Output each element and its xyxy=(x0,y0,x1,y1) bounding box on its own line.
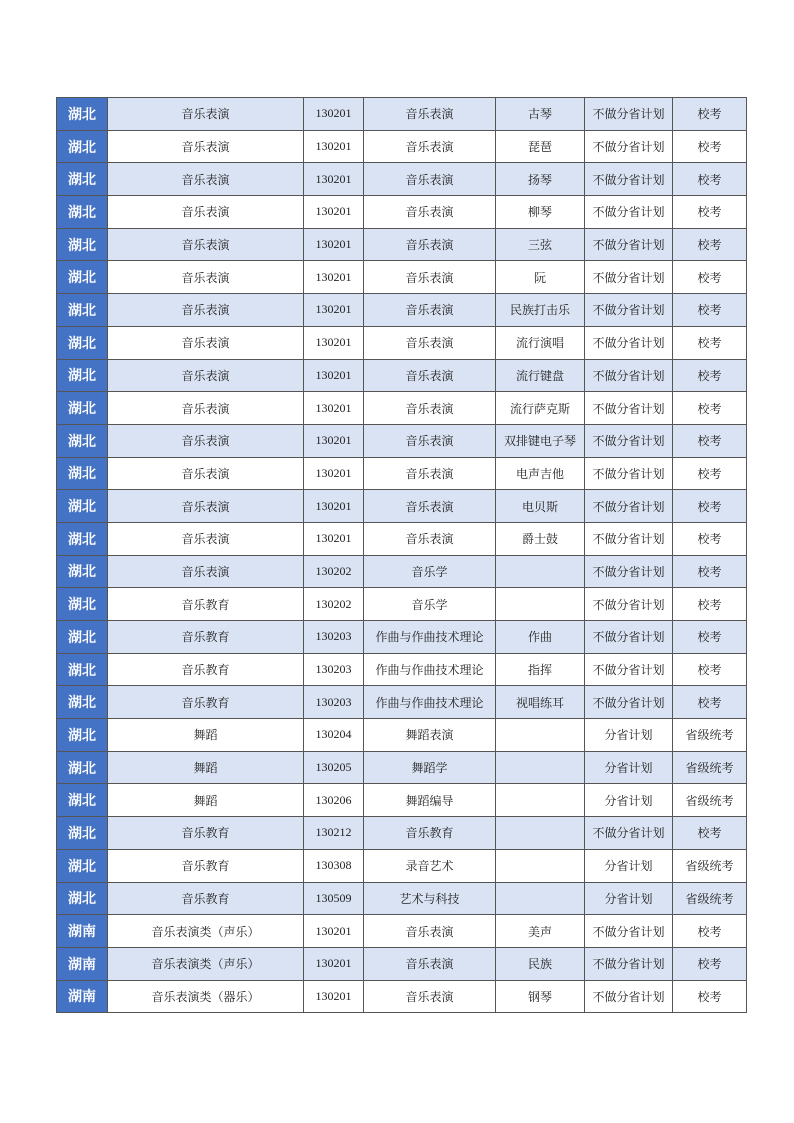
table-row xyxy=(57,980,747,1013)
major-name-cell: 艺术与科技 xyxy=(364,882,496,915)
table-row xyxy=(57,261,747,294)
major-code-cell: 130204 xyxy=(304,719,364,752)
exam-type-cell: 校考 xyxy=(673,915,747,948)
direction-cell xyxy=(496,555,585,588)
major-code-cell: 130308 xyxy=(304,849,364,882)
province-cell: 湖北 xyxy=(57,196,108,229)
direction-cell: 视唱练耳 xyxy=(496,686,585,719)
table-row xyxy=(57,457,747,490)
plan-type-cell: 分省计划 xyxy=(585,719,673,752)
major-code-cell: 130201 xyxy=(304,522,364,555)
direction-cell xyxy=(496,784,585,817)
table-row xyxy=(57,294,747,327)
major-code-cell: 130206 xyxy=(304,784,364,817)
category-cell: 音乐教育 xyxy=(108,817,304,850)
province-cell: 湖北 xyxy=(57,751,108,784)
table-row xyxy=(57,555,747,588)
major-code-cell: 130201 xyxy=(304,424,364,457)
major-code-cell: 130201 xyxy=(304,163,364,196)
category-cell: 音乐表演 xyxy=(108,163,304,196)
major-name-cell: 作曲与作曲技术理论 xyxy=(364,653,496,686)
major-name-cell: 音乐表演 xyxy=(364,326,496,359)
table-row xyxy=(57,522,747,555)
plan-type-cell: 不做分省计划 xyxy=(585,424,673,457)
province-cell: 湖北 xyxy=(57,555,108,588)
admissions-table xyxy=(56,97,747,1013)
category-cell: 音乐教育 xyxy=(108,588,304,621)
major-name-cell: 录音艺术 xyxy=(364,849,496,882)
direction-cell: 民族 xyxy=(496,947,585,980)
plan-type-cell: 不做分省计划 xyxy=(585,196,673,229)
direction-cell: 流行键盘 xyxy=(496,359,585,392)
exam-type-cell: 校考 xyxy=(673,686,747,719)
province-cell: 湖北 xyxy=(57,457,108,490)
major-name-cell: 音乐表演 xyxy=(364,392,496,425)
province-cell: 湖北 xyxy=(57,130,108,163)
table-row xyxy=(57,130,747,163)
direction-cell: 流行萨克斯 xyxy=(496,392,585,425)
table-row xyxy=(57,849,747,882)
table-row xyxy=(57,588,747,621)
major-name-cell: 音乐表演 xyxy=(364,522,496,555)
category-cell: 音乐教育 xyxy=(108,621,304,654)
exam-type-cell: 校考 xyxy=(673,163,747,196)
exam-type-cell: 校考 xyxy=(673,555,747,588)
table-row xyxy=(57,784,747,817)
category-cell: 舞蹈 xyxy=(108,751,304,784)
province-cell: 湖南 xyxy=(57,980,108,1013)
major-name-cell: 音乐学 xyxy=(364,555,496,588)
category-cell: 音乐表演 xyxy=(108,130,304,163)
category-cell: 音乐表演类（声乐） xyxy=(108,947,304,980)
major-name-cell: 音乐表演 xyxy=(364,947,496,980)
table-row xyxy=(57,882,747,915)
plan-type-cell: 不做分省计划 xyxy=(585,653,673,686)
category-cell: 音乐表演 xyxy=(108,228,304,261)
category-cell: 音乐表演类（声乐） xyxy=(108,915,304,948)
table-row xyxy=(57,196,747,229)
province-cell: 湖北 xyxy=(57,228,108,261)
major-code-cell: 130202 xyxy=(304,588,364,621)
exam-type-cell: 校考 xyxy=(673,522,747,555)
direction-cell xyxy=(496,849,585,882)
direction-cell xyxy=(496,751,585,784)
province-cell: 湖北 xyxy=(57,359,108,392)
direction-cell: 三弦 xyxy=(496,228,585,261)
major-name-cell: 音乐表演 xyxy=(364,294,496,327)
plan-type-cell: 分省计划 xyxy=(585,751,673,784)
direction-cell: 民族打击乐 xyxy=(496,294,585,327)
table-row xyxy=(57,719,747,752)
table-row xyxy=(57,490,747,523)
direction-cell: 爵士鼓 xyxy=(496,522,585,555)
plan-type-cell: 不做分省计划 xyxy=(585,130,673,163)
major-code-cell: 130201 xyxy=(304,915,364,948)
direction-cell: 双排键电子琴 xyxy=(496,424,585,457)
exam-type-cell: 校考 xyxy=(673,424,747,457)
major-name-cell: 音乐表演 xyxy=(364,359,496,392)
direction-cell: 柳琴 xyxy=(496,196,585,229)
plan-type-cell: 不做分省计划 xyxy=(585,588,673,621)
province-cell: 湖北 xyxy=(57,784,108,817)
table-row xyxy=(57,424,747,457)
major-code-cell: 130201 xyxy=(304,326,364,359)
major-code-cell: 130201 xyxy=(304,457,364,490)
province-cell: 湖北 xyxy=(57,392,108,425)
category-cell: 音乐表演 xyxy=(108,98,304,131)
exam-type-cell: 校考 xyxy=(673,588,747,621)
exam-type-cell: 校考 xyxy=(673,392,747,425)
direction-cell: 电贝斯 xyxy=(496,490,585,523)
category-cell: 音乐表演 xyxy=(108,261,304,294)
exam-type-cell: 省级统考 xyxy=(673,751,747,784)
category-cell: 音乐教育 xyxy=(108,686,304,719)
exam-type-cell: 校考 xyxy=(673,261,747,294)
table-row xyxy=(57,817,747,850)
province-cell: 湖北 xyxy=(57,294,108,327)
major-name-cell: 音乐表演 xyxy=(364,457,496,490)
major-name-cell: 音乐表演 xyxy=(364,163,496,196)
plan-type-cell: 不做分省计划 xyxy=(585,294,673,327)
province-cell: 湖北 xyxy=(57,588,108,621)
major-name-cell: 音乐表演 xyxy=(364,980,496,1013)
exam-type-cell: 校考 xyxy=(673,947,747,980)
exam-type-cell: 校考 xyxy=(673,980,747,1013)
exam-type-cell: 校考 xyxy=(673,817,747,850)
province-cell: 湖北 xyxy=(57,490,108,523)
major-code-cell: 130201 xyxy=(304,490,364,523)
plan-type-cell: 分省计划 xyxy=(585,849,673,882)
major-code-cell: 130212 xyxy=(304,817,364,850)
exam-type-cell: 校考 xyxy=(673,228,747,261)
plan-type-cell: 不做分省计划 xyxy=(585,490,673,523)
table-row xyxy=(57,653,747,686)
direction-cell: 扬琴 xyxy=(496,163,585,196)
plan-type-cell: 不做分省计划 xyxy=(585,228,673,261)
plan-type-cell: 不做分省计划 xyxy=(585,980,673,1013)
plan-type-cell: 不做分省计划 xyxy=(585,522,673,555)
major-name-cell: 舞蹈学 xyxy=(364,751,496,784)
direction-cell xyxy=(496,817,585,850)
exam-type-cell: 校考 xyxy=(673,653,747,686)
plan-type-cell: 分省计划 xyxy=(585,784,673,817)
plan-type-cell: 不做分省计划 xyxy=(585,392,673,425)
plan-type-cell: 分省计划 xyxy=(585,882,673,915)
exam-type-cell: 校考 xyxy=(673,130,747,163)
province-cell: 湖北 xyxy=(57,163,108,196)
table-row xyxy=(57,326,747,359)
category-cell: 音乐表演类（器乐） xyxy=(108,980,304,1013)
province-cell: 湖北 xyxy=(57,261,108,294)
plan-type-cell: 不做分省计划 xyxy=(585,947,673,980)
major-name-cell: 音乐表演 xyxy=(364,915,496,948)
province-cell: 湖南 xyxy=(57,947,108,980)
plan-type-cell: 不做分省计划 xyxy=(585,915,673,948)
exam-type-cell: 校考 xyxy=(673,621,747,654)
plan-type-cell: 不做分省计划 xyxy=(585,359,673,392)
major-name-cell: 音乐表演 xyxy=(364,228,496,261)
major-code-cell: 130201 xyxy=(304,947,364,980)
major-code-cell: 130201 xyxy=(304,98,364,131)
direction-cell: 电声吉他 xyxy=(496,457,585,490)
major-name-cell: 音乐表演 xyxy=(364,98,496,131)
plan-type-cell: 不做分省计划 xyxy=(585,261,673,294)
major-code-cell: 130203 xyxy=(304,621,364,654)
province-cell: 湖南 xyxy=(57,915,108,948)
table-row xyxy=(57,915,747,948)
major-code-cell: 130201 xyxy=(304,228,364,261)
province-cell: 湖北 xyxy=(57,326,108,359)
table-row xyxy=(57,98,747,131)
major-code-cell: 130203 xyxy=(304,686,364,719)
direction-cell xyxy=(496,588,585,621)
major-code-cell: 130201 xyxy=(304,130,364,163)
plan-type-cell: 不做分省计划 xyxy=(585,555,673,588)
major-name-cell: 音乐表演 xyxy=(364,130,496,163)
direction-cell: 美声 xyxy=(496,915,585,948)
direction-cell: 钢琴 xyxy=(496,980,585,1013)
category-cell: 音乐表演 xyxy=(108,294,304,327)
exam-type-cell: 省级统考 xyxy=(673,849,747,882)
major-code-cell: 130509 xyxy=(304,882,364,915)
province-cell: 湖北 xyxy=(57,98,108,131)
direction-cell: 古琴 xyxy=(496,98,585,131)
category-cell: 音乐教育 xyxy=(108,882,304,915)
exam-type-cell: 省级统考 xyxy=(673,784,747,817)
exam-type-cell: 省级统考 xyxy=(673,882,747,915)
major-code-cell: 130201 xyxy=(304,359,364,392)
category-cell: 音乐表演 xyxy=(108,326,304,359)
major-code-cell: 130201 xyxy=(304,392,364,425)
province-cell: 湖北 xyxy=(57,686,108,719)
major-name-cell: 音乐表演 xyxy=(364,196,496,229)
table-row xyxy=(57,163,747,196)
table-row xyxy=(57,947,747,980)
category-cell: 舞蹈 xyxy=(108,784,304,817)
province-cell: 湖北 xyxy=(57,719,108,752)
category-cell: 音乐表演 xyxy=(108,555,304,588)
major-code-cell: 130201 xyxy=(304,196,364,229)
table-row xyxy=(57,228,747,261)
major-name-cell: 作曲与作曲技术理论 xyxy=(364,686,496,719)
table-row xyxy=(57,686,747,719)
province-cell: 湖北 xyxy=(57,882,108,915)
direction-cell: 作曲 xyxy=(496,621,585,654)
category-cell: 舞蹈 xyxy=(108,719,304,752)
exam-type-cell: 校考 xyxy=(673,457,747,490)
province-cell: 湖北 xyxy=(57,621,108,654)
exam-type-cell: 校考 xyxy=(673,294,747,327)
province-cell: 湖北 xyxy=(57,653,108,686)
category-cell: 音乐表演 xyxy=(108,490,304,523)
plan-type-cell: 不做分省计划 xyxy=(585,621,673,654)
major-name-cell: 舞蹈编导 xyxy=(364,784,496,817)
major-name-cell: 音乐表演 xyxy=(364,261,496,294)
province-cell: 湖北 xyxy=(57,817,108,850)
direction-cell: 流行演唱 xyxy=(496,326,585,359)
major-code-cell: 130201 xyxy=(304,261,364,294)
major-name-cell: 舞蹈表演 xyxy=(364,719,496,752)
province-cell: 湖北 xyxy=(57,849,108,882)
plan-type-cell: 不做分省计划 xyxy=(585,817,673,850)
category-cell: 音乐表演 xyxy=(108,392,304,425)
plan-type-cell: 不做分省计划 xyxy=(585,326,673,359)
province-cell: 湖北 xyxy=(57,424,108,457)
major-code-cell: 130201 xyxy=(304,980,364,1013)
plan-type-cell: 不做分省计划 xyxy=(585,686,673,719)
exam-type-cell: 校考 xyxy=(673,98,747,131)
table-row xyxy=(57,359,747,392)
major-code-cell: 130202 xyxy=(304,555,364,588)
category-cell: 音乐表演 xyxy=(108,424,304,457)
plan-type-cell: 不做分省计划 xyxy=(585,163,673,196)
exam-type-cell: 校考 xyxy=(673,359,747,392)
major-name-cell: 音乐表演 xyxy=(364,490,496,523)
direction-cell: 指挥 xyxy=(496,653,585,686)
exam-type-cell: 省级统考 xyxy=(673,719,747,752)
exam-type-cell: 校考 xyxy=(673,196,747,229)
category-cell: 音乐表演 xyxy=(108,457,304,490)
major-code-cell: 130203 xyxy=(304,653,364,686)
category-cell: 音乐表演 xyxy=(108,522,304,555)
category-cell: 音乐表演 xyxy=(108,359,304,392)
category-cell: 音乐教育 xyxy=(108,653,304,686)
category-cell: 音乐表演 xyxy=(108,196,304,229)
major-name-cell: 作曲与作曲技术理论 xyxy=(364,621,496,654)
major-name-cell: 音乐学 xyxy=(364,588,496,621)
province-cell: 湖北 xyxy=(57,522,108,555)
plan-type-cell: 不做分省计划 xyxy=(585,98,673,131)
category-cell: 音乐教育 xyxy=(108,849,304,882)
major-name-cell: 音乐教育 xyxy=(364,817,496,850)
table-row xyxy=(57,621,747,654)
major-name-cell: 音乐表演 xyxy=(364,424,496,457)
direction-cell: 阮 xyxy=(496,261,585,294)
exam-type-cell: 校考 xyxy=(673,326,747,359)
table-row xyxy=(57,392,747,425)
plan-type-cell: 不做分省计划 xyxy=(585,457,673,490)
major-code-cell: 130201 xyxy=(304,294,364,327)
direction-cell: 琵琶 xyxy=(496,130,585,163)
table-row xyxy=(57,751,747,784)
major-code-cell: 130205 xyxy=(304,751,364,784)
exam-type-cell: 校考 xyxy=(673,490,747,523)
direction-cell xyxy=(496,882,585,915)
direction-cell xyxy=(496,719,585,752)
